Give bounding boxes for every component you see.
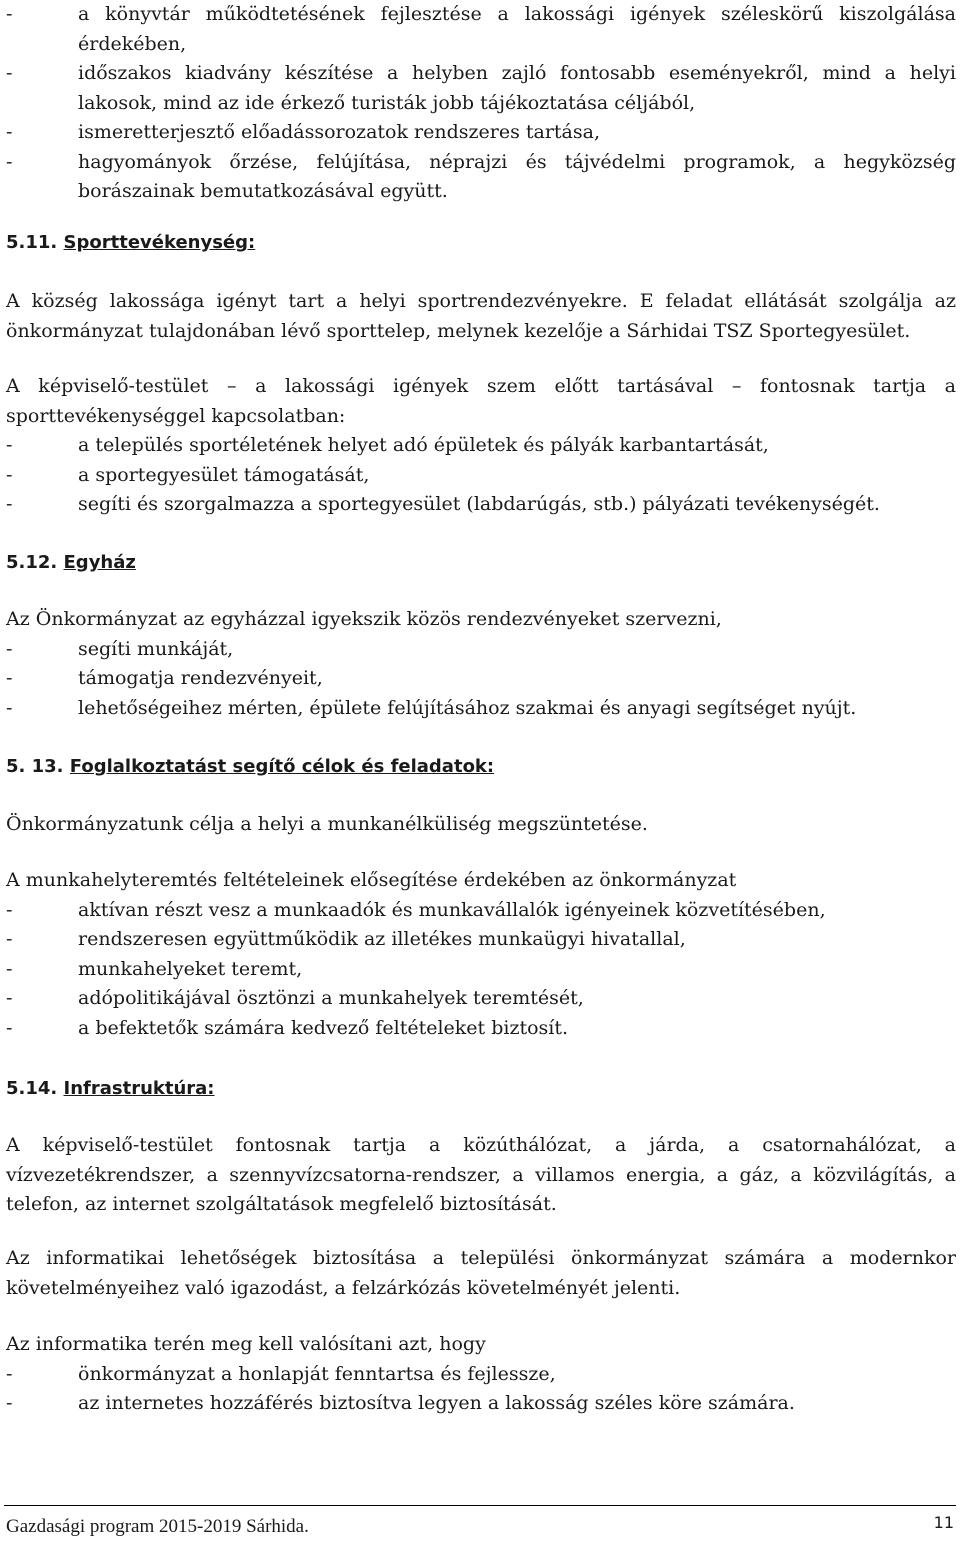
section-5-13-paragraph-1 xyxy=(6,810,956,840)
section-heading xyxy=(6,1074,956,1104)
list-item xyxy=(6,148,956,178)
section-number: 5.14. xyxy=(6,1078,64,1099)
section-title: Egyház xyxy=(63,552,136,573)
paragraph-line: Önkormányzatunk célja a helyi a munkanélküliség megszüntetése. xyxy=(6,813,648,835)
paragraph-line: A képviselő-testület fontosnak tartja a közúthálózat, a járda, a csatornahálózat, a xyxy=(6,1134,956,1156)
paragraph-line: A képviselő-testület – a lakossági igények szem előtt tartásával – fontosnak tartja a xyxy=(6,375,956,397)
section-title: Foglalkoztatást segítő célok és feladatok: xyxy=(69,756,495,777)
section-5-13-paragraph-2 xyxy=(6,866,956,1043)
paragraph-line: sporttevékenységgel kapcsolatban: xyxy=(6,404,346,427)
bullet-dash: - xyxy=(6,463,13,486)
continued-bullet-list xyxy=(6,0,956,207)
list-item-text: munkahelyeket teremt, xyxy=(78,957,303,980)
paragraph-line: vízvezetékrendszer, a szennyvízcsatorna-rendszer, a villamos energia, a gáz, a közvilágítás, a xyxy=(6,1163,956,1186)
list-item xyxy=(6,461,956,491)
list-item xyxy=(6,1014,956,1044)
list-item xyxy=(6,431,956,461)
section-5-11-paragraph-2 xyxy=(6,372,956,520)
bullet-dash: - xyxy=(6,957,13,980)
list-item-text: rendszeresen együttműködik az illetékes munkaügyi hivatallal, xyxy=(78,928,686,950)
bullet-dash: - xyxy=(6,434,13,456)
bullet-dash: - xyxy=(6,1016,13,1039)
section-5-11 xyxy=(6,228,956,258)
list-item-text: az internetes hozzáférés biztosítva legyen a lakosság széles köre számára. xyxy=(78,1392,795,1414)
section-heading xyxy=(6,228,956,258)
bullet-dash: - xyxy=(6,928,13,950)
list-item-text: segíti és szorgalmazza a sportegyesület (labdarúgás, stb.) pályázati tevékenységét. xyxy=(78,493,880,515)
list-item-continuation: lakosok, mind az ide érkező turisták jobb tájékoztatása céljából, xyxy=(78,91,696,114)
list-item xyxy=(6,118,956,148)
list-item xyxy=(6,0,956,30)
list-item xyxy=(6,664,956,694)
bullet-dash: - xyxy=(6,696,13,719)
list-item xyxy=(6,490,956,520)
list-item-continuation: borászainak bemutatkozásával együtt. xyxy=(78,180,448,202)
bullet-dash: - xyxy=(6,1392,13,1414)
list-item xyxy=(6,925,956,955)
bullet-dash: - xyxy=(6,121,13,143)
section-heading xyxy=(6,752,956,782)
bullet-dash: - xyxy=(6,987,13,1009)
list-item-text: a település sportéletének helyet adó épületek és pályák karbantartását, xyxy=(78,434,769,456)
bullet-dash: - xyxy=(6,3,13,25)
bullet-dash: - xyxy=(6,637,13,660)
list-item-text: hagyományok őrzése, felújítása, néprajzi és tájvédelmi programok, a hegyközség xyxy=(78,150,956,173)
paragraph-line: telefon, az internet szolgáltatások megfelelő biztosítását. xyxy=(6,1193,557,1215)
paragraph-line: Az Önkormányzat az egyházzal igyekszik közös rendezvényeket szervezni, xyxy=(6,608,722,630)
list-item xyxy=(6,984,956,1014)
list-item xyxy=(6,1360,956,1390)
paragraph-line: követelményeihez való igazodást, a felzárkózás követelményét jelenti. xyxy=(6,1276,681,1299)
footer-title: Gazdasági program 2015-2019 Sárhida. xyxy=(6,1516,309,1537)
bullet-dash: - xyxy=(6,898,13,921)
list-item xyxy=(6,896,956,926)
paragraph-line: A község lakossága igényt tart a helyi sportrendezvényekre. E feladat ellátását szolgálja az xyxy=(6,290,956,312)
section-heading xyxy=(6,548,956,578)
section-5-12-paragraph xyxy=(6,605,956,723)
list-item-text: időszakos kiadvány készítése a helyben zajló fontosabb eseményekről, mind a helyi xyxy=(78,62,956,84)
footer-divider xyxy=(4,1505,956,1506)
bullet-dash: - xyxy=(6,667,13,689)
list-item-text: a könyvtár működtetésének fejlesztése a lakossági igények széleskörű kiszolgálása xyxy=(78,3,956,25)
list-item-text: ismeretterjesztő előadássorozatok rendszeres tartása, xyxy=(78,121,600,143)
bullet-dash: - xyxy=(6,493,13,515)
list-item xyxy=(6,635,956,665)
list-item-text: a befektetők számára kedvező feltételeket biztosít. xyxy=(78,1016,569,1039)
section-5-14 xyxy=(6,1074,956,1104)
section-5-11-paragraph-1 xyxy=(6,287,956,346)
bullet-dash: - xyxy=(6,62,13,84)
list-item-text: a sportegyesület támogatását, xyxy=(78,463,370,486)
section-5-12 xyxy=(6,548,956,578)
list-item-text: támogatja rendezvényeit, xyxy=(78,667,323,689)
paragraph-line: Az informatika terén meg kell valósítani azt, hogy xyxy=(6,1333,486,1355)
section-5-13 xyxy=(6,752,956,782)
bullet-dash: - xyxy=(6,150,13,173)
list-item-text: segíti munkáját, xyxy=(78,637,234,660)
paragraph-line: önkormányzat tulajdonában lévő sporttelep, melynek kezelője a Sárhidai TSZ Sportegyesület. xyxy=(6,319,911,342)
section-number: 5.11. xyxy=(6,232,64,253)
bullet-dash: - xyxy=(6,1362,13,1385)
section-title: Infrastruktúra: xyxy=(63,1078,215,1099)
section-title: Sporttevékenység: xyxy=(63,232,256,253)
paragraph-line: Az informatikai lehetőségek biztosítása a települési önkormányzat számára a modernkor xyxy=(6,1247,956,1269)
section-5-14-paragraph-2 xyxy=(6,1244,956,1303)
list-item-text: aktívan részt vesz a munkaadók és munkavállalók igényeinek közvetítésében, xyxy=(78,898,826,921)
list-item-text: adópolitikájával ösztönzi a munkahelyek teremtését, xyxy=(78,987,584,1009)
list-item xyxy=(6,955,956,985)
section-5-14-paragraph-1 xyxy=(6,1131,956,1220)
page-number: 11 xyxy=(933,1513,954,1532)
list-item xyxy=(6,1389,956,1419)
section-number: 5. 13. xyxy=(6,756,70,777)
list-item-continuation: érdekében, xyxy=(78,32,187,55)
list-item-text: lehetőségeihez mérten, épülete felújításához szakmai és anyagi segítséget nyújt. xyxy=(78,696,857,719)
paragraph-line: A munkahelyteremtés feltételeinek elősegítése érdekében az önkormányzat xyxy=(6,869,737,891)
section-number: 5.12. xyxy=(6,552,64,573)
list-item xyxy=(6,59,956,89)
list-item xyxy=(6,694,956,724)
section-5-14-paragraph-3 xyxy=(6,1330,956,1419)
list-item-text: önkormányzat a honlapját fenntartsa és fejlessze, xyxy=(78,1362,556,1385)
